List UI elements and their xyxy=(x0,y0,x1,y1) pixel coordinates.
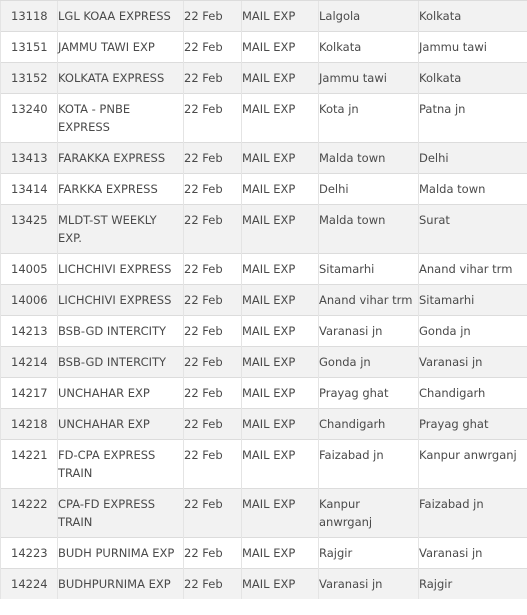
travel-date-cell: 22 Feb xyxy=(184,254,242,285)
source-station-cell: Varanasi jn xyxy=(319,569,419,600)
source-station-cell: Malda town xyxy=(319,205,419,254)
table-row xyxy=(1,94,527,143)
travel-date-cell: 22 Feb xyxy=(184,1,242,32)
train-name-cell: UNCHAHAR EXP xyxy=(58,409,184,440)
train-name-cell: KOTA - PNBE EXPRESS xyxy=(58,94,184,143)
train-type-cell: MAIL EXP xyxy=(242,316,319,347)
source-station-cell: Prayag ghat xyxy=(319,378,419,409)
train-number-cell: 14213 xyxy=(1,316,58,347)
train-number-cell: 14218 xyxy=(1,409,58,440)
train-type-cell: MAIL EXP xyxy=(242,285,319,316)
train-name-cell: CPA-FD EXPRESS TRAIN xyxy=(58,489,184,538)
table-row xyxy=(1,347,527,378)
train-name-cell: LGL KOAA EXPRESS xyxy=(58,1,184,32)
train-number-cell: 14224 xyxy=(1,569,58,600)
train-name-cell: BUDHPURNIMA EXP xyxy=(58,569,184,600)
train-number-cell: 14005 xyxy=(1,254,58,285)
destination-station-cell: Kolkata xyxy=(419,63,527,94)
train-type-cell: MAIL EXP xyxy=(242,538,319,569)
table-row xyxy=(1,316,527,347)
source-station-cell: Sitamarhi xyxy=(319,254,419,285)
destination-station-cell: Jammu tawi xyxy=(419,32,527,63)
travel-date-cell: 22 Feb xyxy=(184,63,242,94)
train-name-cell: BSB-GD INTERCITY xyxy=(58,316,184,347)
train-number-cell: 13414 xyxy=(1,174,58,205)
train-number-cell: 13425 xyxy=(1,205,58,254)
train-type-cell: MAIL EXP xyxy=(242,63,319,94)
table-row xyxy=(1,285,527,316)
travel-date-cell: 22 Feb xyxy=(184,409,242,440)
train-name-cell: BUDH PURNIMA EXP xyxy=(58,538,184,569)
train-type-cell: MAIL EXP xyxy=(242,489,319,538)
destination-station-cell: Surat xyxy=(419,205,527,254)
destination-station-cell: Chandigarh xyxy=(419,378,527,409)
train-type-cell: MAIL EXP xyxy=(242,409,319,440)
travel-date-cell: 22 Feb xyxy=(184,538,242,569)
table-row xyxy=(1,1,527,32)
train-type-cell: MAIL EXP xyxy=(242,378,319,409)
train-number-cell: 13152 xyxy=(1,63,58,94)
destination-station-cell: Kolkata xyxy=(419,1,527,32)
travel-date-cell: 22 Feb xyxy=(184,347,242,378)
source-station-cell: Malda town xyxy=(319,143,419,174)
destination-station-cell: Varanasi jn xyxy=(419,347,527,378)
travel-date-cell: 22 Feb xyxy=(184,489,242,538)
source-station-cell: Lalgola xyxy=(319,1,419,32)
train-number-cell: 13118 xyxy=(1,1,58,32)
train-name-cell: BSB-GD INTERCITY xyxy=(58,347,184,378)
train-type-cell: MAIL EXP xyxy=(242,205,319,254)
train-number-cell: 13240 xyxy=(1,94,58,143)
table-row xyxy=(1,205,527,254)
source-station-cell: Delhi xyxy=(319,174,419,205)
destination-station-cell: Faizabad jn xyxy=(419,489,527,538)
table-row xyxy=(1,32,527,63)
train-type-cell: MAIL EXP xyxy=(242,94,319,143)
source-station-cell: Kanpur anwrganj xyxy=(319,489,419,538)
source-station-cell: Kolkata xyxy=(319,32,419,63)
source-station-cell: Jammu tawi xyxy=(319,63,419,94)
train-name-cell: MLDT-ST WEEKLY EXP. xyxy=(58,205,184,254)
travel-date-cell: 22 Feb xyxy=(184,32,242,63)
source-station-cell: Chandigarh xyxy=(319,409,419,440)
travel-date-cell: 22 Feb xyxy=(184,285,242,316)
travel-date-cell: 22 Feb xyxy=(184,569,242,600)
train-type-cell: MAIL EXP xyxy=(242,32,319,63)
table-row xyxy=(1,440,527,489)
destination-station-cell: Kanpur anwrganj xyxy=(419,440,527,489)
destination-station-cell: Anand vihar trm xyxy=(419,254,527,285)
train-number-cell: 13413 xyxy=(1,143,58,174)
travel-date-cell: 22 Feb xyxy=(184,143,242,174)
train-number-cell: 14221 xyxy=(1,440,58,489)
travel-date-cell: 22 Feb xyxy=(184,316,242,347)
train-name-cell: KOLKATA EXPRESS xyxy=(58,63,184,94)
table-row xyxy=(1,409,527,440)
train-name-cell: LICHCHIVI EXPRESS xyxy=(58,285,184,316)
destination-station-cell: Rajgir xyxy=(419,569,527,600)
train-type-cell: MAIL EXP xyxy=(242,569,319,600)
destination-station-cell: Patna jn xyxy=(419,94,527,143)
train-type-cell: MAIL EXP xyxy=(242,254,319,285)
train-name-cell: JAMMU TAWI EXP xyxy=(58,32,184,63)
table-row xyxy=(1,538,527,569)
travel-date-cell: 22 Feb xyxy=(184,378,242,409)
travel-date-cell: 22 Feb xyxy=(184,205,242,254)
train-type-cell: MAIL EXP xyxy=(242,174,319,205)
destination-station-cell: Gonda jn xyxy=(419,316,527,347)
table-row xyxy=(1,378,527,409)
destination-station-cell: Prayag ghat xyxy=(419,409,527,440)
destination-station-cell: Malda town xyxy=(419,174,527,205)
source-station-cell: Rajgir xyxy=(319,538,419,569)
train-type-cell: MAIL EXP xyxy=(242,440,319,489)
train-name-cell: FD-CPA EXPRESS TRAIN xyxy=(58,440,184,489)
travel-date-cell: 22 Feb xyxy=(184,94,242,143)
train-table-body xyxy=(1,1,527,600)
train-type-cell: MAIL EXP xyxy=(242,143,319,174)
table-row xyxy=(1,174,527,205)
train-number-cell: 14214 xyxy=(1,347,58,378)
train-number-cell: 13151 xyxy=(1,32,58,63)
train-type-cell: MAIL EXP xyxy=(242,347,319,378)
train-type-cell: MAIL EXP xyxy=(242,1,319,32)
travel-date-cell: 22 Feb xyxy=(184,440,242,489)
destination-station-cell: Sitamarhi xyxy=(419,285,527,316)
table-row xyxy=(1,63,527,94)
destination-station-cell: Varanasi jn xyxy=(419,538,527,569)
travel-date-cell: 22 Feb xyxy=(184,174,242,205)
table-row xyxy=(1,569,527,600)
train-number-cell: 14006 xyxy=(1,285,58,316)
source-station-cell: Gonda jn xyxy=(319,347,419,378)
train-name-cell: FARKKA EXPRESS xyxy=(58,174,184,205)
destination-station-cell: Delhi xyxy=(419,143,527,174)
train-number-cell: 14223 xyxy=(1,538,58,569)
train-number-cell: 14222 xyxy=(1,489,58,538)
source-station-cell: Anand vihar trm xyxy=(319,285,419,316)
train-number-cell: 14217 xyxy=(1,378,58,409)
table-row xyxy=(1,254,527,285)
train-name-cell: FARAKKA EXPRESS xyxy=(58,143,184,174)
source-station-cell: Kota jn xyxy=(319,94,419,143)
source-station-cell: Varanasi jn xyxy=(319,316,419,347)
source-station-cell: Faizabad jn xyxy=(319,440,419,489)
table-row xyxy=(1,143,527,174)
train-name-cell: LICHCHIVI EXPRESS xyxy=(58,254,184,285)
train-name-cell: UNCHAHAR EXP xyxy=(58,378,184,409)
table-row xyxy=(1,489,527,538)
